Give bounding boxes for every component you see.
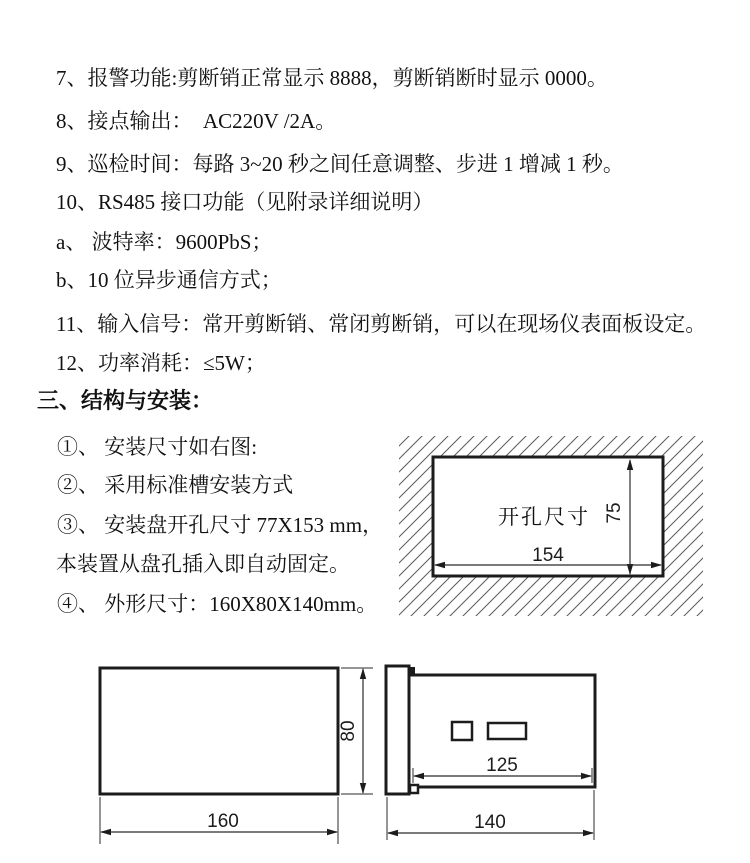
side-view-bezel-rect bbox=[386, 666, 409, 794]
spec-item-7: 7、报警功能:剪断销正常显示 8888，剪断销断时显示 0000。 bbox=[56, 66, 608, 90]
cutout-label: 开孔尺寸 bbox=[498, 505, 590, 529]
side-view-connector-wide bbox=[488, 723, 526, 739]
spec-item-12: 12、功率消耗：≤5W； bbox=[56, 351, 266, 375]
cutout-height-dim: 75 bbox=[604, 502, 625, 524]
spec-item-9: 9、巡检时间：每路 3~20 秒之间任意调整、步进 1 增减 1 秒。 bbox=[56, 152, 624, 176]
front-height-dim: 80 bbox=[338, 720, 359, 742]
spec-item-10: 10、RS485 接口功能（见附录详细说明） bbox=[56, 190, 434, 214]
install-note-3-wrap: 本装置从盘孔插入即自动固定。 bbox=[56, 552, 350, 576]
side-depth-dim: 140 bbox=[474, 812, 506, 833]
front-view-body-rect bbox=[100, 668, 338, 794]
spec-item-a: a、 波特率：9600PbS； bbox=[56, 230, 273, 254]
mount-clip-top bbox=[409, 667, 415, 675]
spec-item-11: 11、输入信号：常开剪断销、常闭剪断销，可以在现场仪表面板设定。 bbox=[56, 312, 707, 336]
install-note-3: ③、 安装盘开孔尺寸 77X153 mm， bbox=[57, 513, 384, 537]
arrow-left bbox=[100, 829, 111, 835]
arrow-right bbox=[583, 830, 594, 836]
install-note-4: ④、 外形尺寸：160X80X140mm。 bbox=[57, 592, 378, 616]
arrow-right bbox=[327, 829, 338, 835]
front-view-drawing bbox=[90, 660, 380, 850]
side-view-drawing bbox=[378, 655, 608, 850]
spec-item-8: 8、接点输出： AC220V /2A。 bbox=[56, 109, 337, 133]
install-note-2: ②、 采用标准槽安装方式 bbox=[57, 473, 294, 497]
mount-clip-bottom bbox=[410, 785, 418, 793]
arrow-left bbox=[387, 830, 398, 836]
side-body-dim: 125 bbox=[486, 755, 518, 776]
arrow-up bbox=[360, 668, 366, 679]
side-view-connector-small bbox=[452, 722, 472, 740]
arrow-down bbox=[360, 783, 366, 794]
section-heading: 三、结构与安装： bbox=[37, 388, 214, 413]
spec-item-b: b、10 位异步通信方式； bbox=[56, 268, 282, 292]
front-width-dim: 160 bbox=[207, 811, 239, 832]
cutout-drawing bbox=[398, 434, 708, 622]
install-note-1: ①、 安装尺寸如右图: bbox=[57, 435, 258, 459]
cutout-width-dim: 154 bbox=[532, 545, 564, 566]
